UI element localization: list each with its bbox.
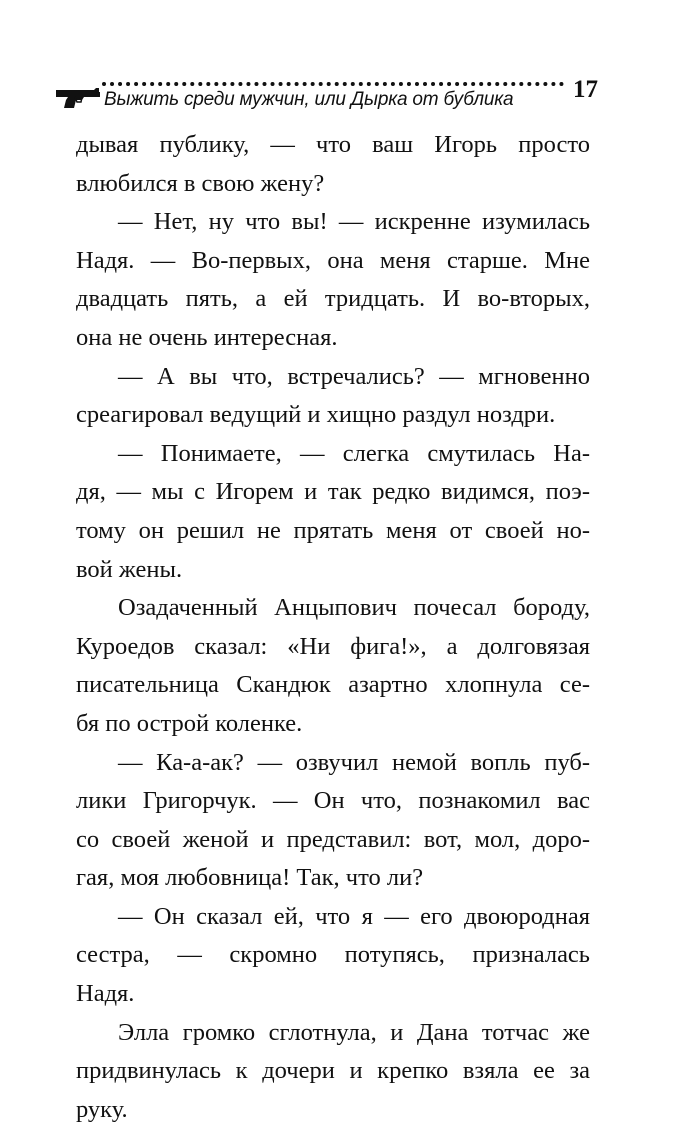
text-line: — Понимаете, — слегка смутилась На- [118,439,590,467]
running-header [52,78,600,118]
text-line: двадцать пять, а ей тридцать. И во-вторых, [76,285,590,313]
text-line: писательница Скандюк азартно хлопнула се- [76,671,590,699]
text-line: руку. [76,1095,128,1123]
text-line: Надя. [76,980,135,1008]
text-line: Озадаченный Анцыпович почесал бороду, [118,594,590,622]
paragraph [76,1014,590,1129]
text-line: — Ка-а-ак? — озвучил немой вопль пуб- [118,748,590,776]
text-line: — Нет, ну что вы! — искренне изумилась [118,208,590,236]
text-line: придвинулась к дочери и крепко взяла ее за [76,1057,590,1085]
pistol-icon [54,86,102,110]
running-title: Выжить среди мужчин, или Дырка от бублика [104,89,514,110]
text-line: тому он решил не прятать меня от своей но- [76,516,590,544]
text-line: сестра, — скромно потупясь, призналась [76,941,590,969]
text-line: вой жены. [76,555,183,583]
text-line: — Он сказал ей, что я — его двоюродная [118,902,590,930]
paragraph [76,744,590,898]
text-line: лики Григорчук. — Он что, познакомил вас [76,787,590,815]
header-dotted-rule [102,82,564,86]
paragraph [76,203,590,357]
text-line: среагировал ведущий и хищно раздул ноздри. [76,401,556,429]
text-line: — А вы что, встречались? — мгновенно [118,362,590,390]
text-line: дывая публику, — что ваш Игорь просто [76,131,590,158]
text-line: Куроедов сказал: «Ни фига!», а долговязая [76,632,590,660]
paragraph [76,435,590,589]
paragraph [76,358,590,435]
text-line: дя, — мы с Игорем и так редко видимся, поэ- [76,478,590,506]
text-line: бя по острой коленке. [76,709,303,737]
page-number: 17 [573,76,598,103]
paragraph [76,126,590,203]
text-line: Надя. — Во-первых, она меня старше. Мне [76,246,590,274]
text-line: Элла громко сглотнула, и Дана тотчас же [118,1018,590,1046]
text-line: гая, моя любовница! Так, что ли? [76,864,424,892]
text-line: она не очень интересная. [76,323,338,351]
paragraph [76,898,590,1014]
body-text [76,126,590,1129]
paragraph [76,589,590,743]
text-line: влюбился в свою жену? [76,169,325,197]
text-line: со своей женой и представил: вот, мол, доро- [76,825,590,853]
